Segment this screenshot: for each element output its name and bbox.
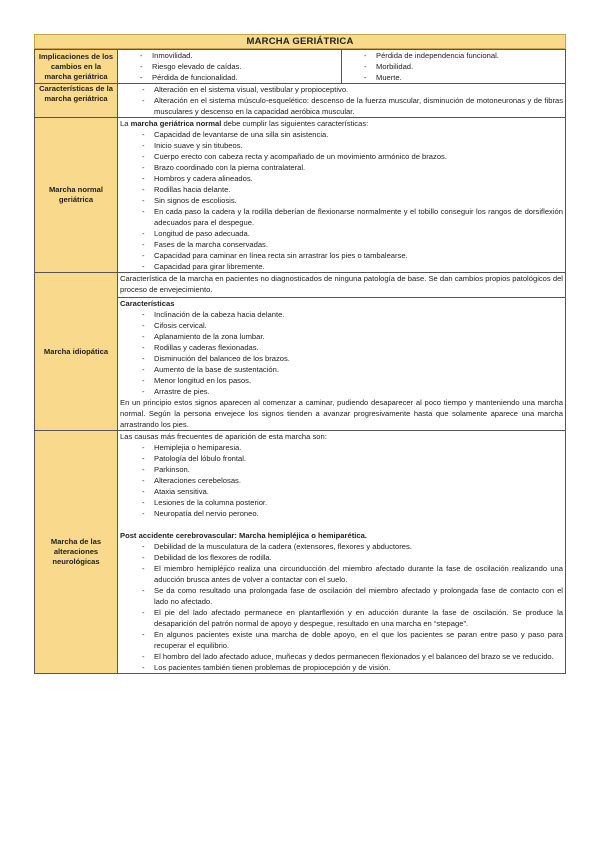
list-item: - Longitud de paso adecuada. — [120, 228, 563, 239]
list-item: - Brazo coordinado con la pierna contralateral. — [120, 162, 563, 173]
idiopatica-subheading: Características — [120, 299, 175, 308]
gait-table — [34, 49, 566, 674]
label-marcha-idiopatica: Marcha idiopática — [35, 273, 118, 431]
list-item: - Disminución del balanceo de los brazos. — [120, 353, 563, 364]
list-item: - Cifosis cervical. — [120, 320, 563, 331]
list-item: - Alteración en el sistema visual, vestibular y propioceptivo. — [120, 84, 563, 95]
list-item: - Riesgo elevado de caídas. — [118, 61, 341, 72]
list-item: - En cada paso la cadera y la rodilla deberían de flexionarse normalmente y el tobillo conseguir los rangos de dorsiflexión adecuados para el despegue. — [120, 206, 563, 228]
list-item: - Menor longitud en los pasos. — [120, 375, 563, 386]
label-caracteristicas: Características de la marcha geriátrica — [35, 84, 118, 118]
list-item: - Rodillas hacia delante. — [120, 184, 563, 195]
list-item: - Los pacientes también tienen problemas de propiocepción y de visión. — [120, 662, 563, 673]
list-item: - El hombro del lado afectado aduce, muñecas y dedos permanecen flexionados y el balanceo del brazo se ve reducido. — [120, 651, 563, 662]
list-item: - Pérdida de funcionalidad. — [118, 72, 341, 83]
list-item: - Capacidad para caminar en línea recta sin arrastrar los pies o tambalearse. — [120, 250, 563, 261]
list-item: - Ataxia sensitiva. — [120, 486, 563, 497]
neuro-causes-list — [120, 442, 563, 519]
implicaciones-left-list — [118, 50, 341, 83]
list-item: - Pérdida de independencia funcional. — [342, 50, 565, 61]
list-item: - Inicio suave y sin titubeos. — [120, 140, 563, 151]
row-implicaciones — [35, 50, 566, 84]
neuro-intro: Las causas más frecuentes de aparición de esta marcha son: — [120, 432, 327, 441]
list-item: - Aumento de la base de sustentación. — [120, 364, 563, 375]
row-marcha-neurologica — [35, 431, 566, 674]
list-item: - Hombros y cadera alineados. — [120, 173, 563, 184]
list-item: - Cuerpo erecto con cabeza recta y acompañado de un movimiento armónico de brazos. — [120, 151, 563, 162]
neuro-subheading: Post accidente cerebrovascular: Marcha hemipléjica o hemiparética. — [120, 531, 367, 540]
list-item: - Capacidad para girar libremente. — [120, 261, 563, 272]
list-item: - Patología del lóbulo frontal. — [120, 453, 563, 464]
list-item: - Alteración en el sistema músculo-esquelético: descenso de la fuerza muscular, disminución de motoneuronas y de fibras musculares y descenso en la capacidad aeróbica muscular. — [120, 95, 563, 117]
label-implicaciones: Implicaciones de los cambios en la marcha geriátrica — [35, 50, 118, 84]
normal-intro: La marcha geriátrica normal debe cumplir las siguientes características: — [120, 119, 369, 128]
row-marcha-normal — [35, 118, 566, 273]
page-title: MARCHA GERIÁTRICA — [34, 34, 566, 49]
list-item: - Neuropatía del nervio peroneo. — [120, 508, 563, 519]
list-item: - Capacidad de levantarse de una silla sin asistencia. — [120, 129, 563, 140]
list-item: - Parkinson. — [120, 464, 563, 475]
list-item: - Debilidad de la musculatura de la cadera (extensores, flexores y abductores. — [120, 541, 563, 552]
row-marcha-idiopatica — [35, 273, 566, 431]
list-item: - Sin signos de escoliosis. — [120, 195, 563, 206]
list-item: - Se da como resultado una prolongada fase de oscilación del miembro afectado y prolongada fase de contacto con el lado no afectado. — [120, 585, 563, 607]
list-item: - En algunos pacientes existe una marcha de doble apoyo, en el que los pacientes se paran entre paso y paso para recuperar el equilibrio. — [120, 629, 563, 651]
neuro-list — [120, 541, 563, 673]
document-page — [34, 34, 566, 674]
list-item: - Lesiones de la columna posterior. — [120, 497, 563, 508]
list-item: - El miembro hemipléjico realiza una circunducción del miembro afectado durante la fase de oscilación realizando una aducción brusca antes de volver a contactar con el suelo. — [120, 563, 563, 585]
implicaciones-right-list — [342, 50, 565, 83]
list-item: - Hemiplejia o hemiparesia. — [120, 442, 563, 453]
normal-list — [120, 129, 563, 272]
list-item: - Muerte. — [342, 72, 565, 83]
idiopatica-closing: En un principio estos signos aparecen al comenzar a caminar, pudiendo desaparecer al poco tiempo y manteniendo una marcha normal. Según la persona envejece los signos tienden a avanzar progresivamente hasta que solamente aparece una marcha arrastrando los pies. — [120, 398, 563, 429]
label-marcha-neurologica: Marcha de las alteraciones neurológicas — [35, 431, 118, 674]
list-item: - Inclinación de la cabeza hacia delante. — [120, 309, 563, 320]
list-item: - El pie del lado afectado permanece en plantarflexión y en aducción durante la fase de oscilación. Se produce la desaparición del patrón normal de apoyo y despegue, resultado en una marcha en “stepage”. — [120, 607, 563, 629]
list-item: - Fases de la marcha conservadas. — [120, 239, 563, 250]
list-item: - Debilidad de los flexores de rodilla. — [120, 552, 563, 563]
list-item: - Rodillas y caderas flexionadas. — [120, 342, 563, 353]
idiopatica-list — [120, 309, 563, 397]
row-caracteristicas — [35, 84, 566, 118]
list-item: - Alteraciones cerebelosas. — [120, 475, 563, 486]
list-item: - Aplanamiento de la zona lumbar. — [120, 331, 563, 342]
list-item: - Inmovilidad. — [118, 50, 341, 61]
list-item: - Morbilidad. — [342, 61, 565, 72]
caracteristicas-list — [120, 84, 563, 117]
list-item: - Arrastre de pies. — [120, 386, 563, 397]
idiopatica-intro: Característica de la marcha en pacientes no diagnosticados de ninguna patología de base. Se dan cambios propios patológicos del proceso de envejecimiento. — [120, 274, 563, 294]
label-marcha-normal: Marcha normal geriátrica — [35, 118, 118, 273]
